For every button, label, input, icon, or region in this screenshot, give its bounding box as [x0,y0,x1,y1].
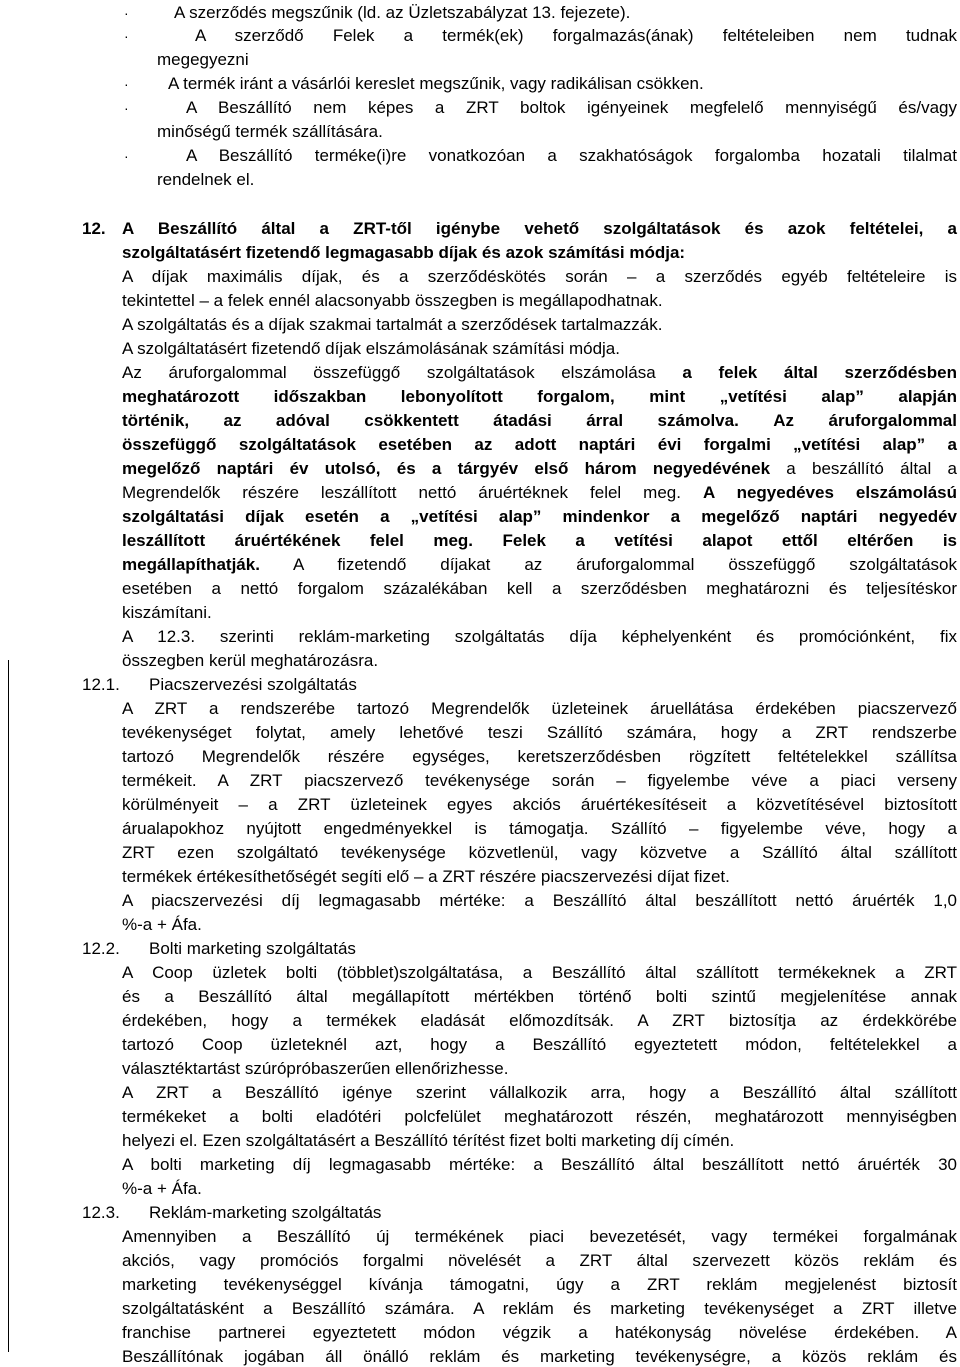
paragraph-line: meghatározott időszakban lebonyolított forgalom, mint „vetítési alap” alapján [122,387,957,406]
left-margin-rule [8,660,9,1352]
bullet-item-4-line-1: A Beszállító nem képes a ZRT boltok igényeinek megfelelő mennyiségű és/vagy [186,98,957,117]
paragraph-line: kiszámítani. [122,603,212,622]
bullet-marker: · [124,76,129,92]
paragraph-line: Amennyiben a Beszállító új termékének piaci bevezetését, vagy termékei forgalmának [122,1227,957,1246]
bullet-marker: · [124,5,129,21]
subsection-title: Piacszervezési szolgáltatás [149,675,357,694]
paragraph-line: szolgáltatási díjak esetén a „vetítési alap” mindenkor a megelőző naptári negyedév [122,507,957,526]
paragraph-line: ZRT ezen szolgáltató tevékenysége közvetlenül, vagy közvetve a Szállító által szállított [122,843,957,862]
paragraph-line: franchise partnerei egyeztetett módon végzik a hatékonyság növelése érdekében. A [122,1323,957,1342]
bullet-item-3: A termék iránt a vásárlói kereslet megszűnik, vagy radikálisan csökken. [168,74,704,93]
subsection-title: Reklám-marketing szolgáltatás [149,1203,382,1222]
paragraph-line: árualapokhoz nyújtott engedményekkel is támogatja. Szállító – figyelembe véve, hogy a [122,819,957,838]
paragraph-line: A 12.3. szerinti reklám-marketing szolgáltatás díja képhelyenként és promóciónként, fix [122,627,957,646]
paragraph-line: szolgáltatásként a Beszállító számára. A reklám és marketing tevékenységet a ZRT illetve [122,1299,957,1318]
section-number: 12. [82,219,106,238]
bullet-marker: · [124,148,129,164]
paragraph-line [122,459,957,479]
bullet-marker: · [124,28,129,44]
paragraph-line: tekintettel – a felek ennél alacsonyabb összegben is megállapodhatnak. [122,291,663,310]
paragraph-line: A szolgáltatás és a díjak szakmai tartalmát a szerződések tartalmazzák. [122,315,663,334]
paragraph-line [122,363,957,383]
paragraph-line: helyezi el. Ezen szolgáltatásért a Beszállító térítést fizet bolti marketing díj címén. [122,1131,735,1150]
bullet-item-5-line-2: rendelnek el. [157,170,255,189]
bullet-item-5-line-1: A Beszállító terméke(i)re vonatkozóan a szakhatóságok forgalomba hozatali tilalmat [186,146,957,165]
bullet-item-4-line-2: minőségű termék szállítására. [157,122,383,141]
paragraph-line: esetében a nettó forgalom százalékában kell a szerződésben meghatározni és teljesítéskor [122,579,957,598]
paragraph-line: %-a + Áfa. [122,915,202,934]
text-run: a beszállító által a [786,459,957,478]
paragraph-line [122,411,957,431]
paragraph-line: A bolti marketing díj legmagasabb mértéke: a Beszállító által beszállított nettó áruérték 30 [122,1155,957,1174]
paragraph-line: A ZRT a rendszerébe tartozó Megrendelők üzleteinek áruellátása érdekében piacszervező [122,699,957,718]
paragraph-line: körülményeit – a ZRT üzleteinek egyes akciós áruértékesítéseit a közvetítésével biztosított [122,795,957,814]
bold-text-run: a felek által szerződésben [682,363,957,382]
paragraph-line: tevékenységet folytat, amely lehetővé teszi Szállító számára, hogy a ZRT rendszerbe [122,723,957,742]
subsection-number: 12.1. [82,675,120,694]
paragraph-line: leszállított áruértékének felel meg. Felek a vetítési alapot ettől eltérően is [122,531,957,550]
paragraph-line: összefüggő szolgáltatások esetében az adott naptári évi forgalmi „vetítési alap” a [122,435,957,454]
paragraph-line: A szolgáltatásért fizetendő díjak elszámolásának számítási módja. [122,339,620,358]
section-heading-line-1: A Beszállító által a ZRT-től igénybe vehető szolgáltatások és azok feltételei, a [122,219,957,238]
text-run: A fizetendő díjakat az áruforgalommal összefüggő szolgáltatások [292,555,957,574]
subsection-number: 12.2. [82,939,120,958]
text-run: Megrendelők részére leszállított nettó áruértéknek felel meg. [122,483,681,502]
bold-text-run: Az áruforgalommal [773,411,957,430]
bullet-item-1: A szerződés megszűnik (ld. az Üzletszabályzat 13. fejezete). [174,3,631,22]
paragraph-line: tartozó Coop üzleteknél azt, hogy a Beszállító egyeztetett módon, feltételekkel a [122,1035,957,1054]
bold-text-run: történik, az adóval csökkentett átadási árral számolva. [122,411,739,430]
paragraph-line: termékeit. A ZRT piacszervező tevékenysége során – figyelembe véve a piaci verseny [122,771,957,790]
paragraph-line: és a Beszállító által megállapított mértékben történő bolti szintű megjelenítése annak [122,987,957,1006]
paragraph-line: tartozó Megrendelők részére egységes, keretszerződésben rögzített feltételekkel szállítsa [122,747,957,766]
paragraph-line: A Coop üzletek bolti (többlet)szolgáltatása, a Beszállító által szállított termékeknek a ZRT [122,963,957,982]
bold-text-run: A negyedéves elszámolású [702,483,957,502]
paragraph-line: Beszállítónak jogában áll önálló reklám és marketing tevékenységre, a közös reklám és [122,1347,957,1366]
bullet-marker: · [124,100,129,116]
text-run: Az áruforgalommal összefüggő szolgáltatások elszámolása [122,363,656,382]
paragraph-line: választéktartást szúrópróbaszerűen ellenőrizhesse. [122,1059,509,1078]
subsection-title: Bolti marketing szolgáltatás [149,939,356,958]
bold-text-run: megelőző naptári év utolsó, és a tárgyév első három negyedévének [122,459,771,478]
section-heading-line-2: szolgáltatásért fizetendő legmagasabb díjak és azok számítási módja: [122,243,686,262]
paragraph-line: érdekében, hogy a termékek eladását előmozdítsák. A ZRT biztosítja az érdekkörébe [122,1011,957,1030]
paragraph-line: marketing tevékenységgel kívánja támogatni, úgy a ZRT reklám megjelenést biztosít [122,1275,957,1294]
paragraph-line: %-a + Áfa. [122,1179,202,1198]
paragraph-line: A ZRT a Beszállító igénye szerint vállalkozik arra, hogy a Beszállító által szállított [122,1083,957,1102]
paragraph-line [122,483,957,503]
paragraph-line: A piacszervezési díj legmagasabb mértéke: a Beszállító által beszállított nettó áruérték 1,0 [122,891,957,910]
paragraph-line: akciós, vagy promóciós forgalmi növelését a ZRT által szervezett közös reklám és [122,1251,957,1270]
paragraph-line [122,555,957,575]
bullet-item-2-line-1: A szerződő Felek a termék(ek) forgalmazás(ának) feltételeiben nem tudnak [195,26,957,45]
paragraph-line: termékek értékesíthetőségét segíti elő – a ZRT részére piacszervezési díjat fizet. [122,867,730,886]
paragraph-line: összegben kerül meghatározásra. [122,651,379,670]
subsection-number: 12.3. [82,1203,120,1222]
bullet-item-2-line-2: megegyezni [157,50,249,69]
paragraph-line: A díjak maximális díjak, és a szerződéskötés során – a szerződés egyéb feltételeire is [122,267,957,286]
bold-text-run: megállapíthatják. [122,555,260,574]
paragraph-line: termékeket a bolti eladótéri polcfelület meghatározott részén, meghatározott mennyiségben [122,1107,957,1126]
